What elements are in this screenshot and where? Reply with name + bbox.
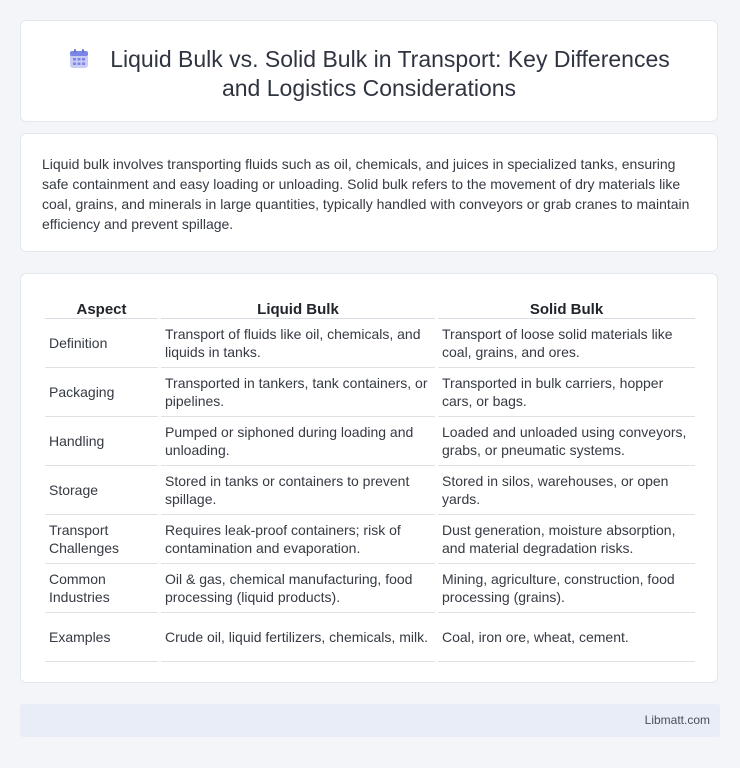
solid-bulk-cell: Coal, iron ore, wheat, cement.: [438, 613, 695, 662]
liquid-bulk-cell: Transport of fluids like oil, chemicals, and liquids in tanks.: [161, 319, 435, 368]
solid-bulk-cell: Loaded and unloaded using conveyors, grabs, or pneumatic systems.: [438, 417, 695, 466]
liquid-bulk-cell: Transported in tankers, tank containers, or pipelines.: [161, 368, 435, 417]
liquid-bulk-cell: Stored in tanks or containers to prevent spillage.: [161, 466, 435, 515]
table-row: [45, 564, 695, 613]
aspect-cell: Transport Challenges: [45, 515, 158, 564]
header-liquid-bulk: Liquid Bulk: [161, 296, 435, 319]
table-row: [45, 613, 695, 662]
calendar-icon: [68, 48, 90, 70]
solid-bulk-cell: Mining, agriculture, construction, food processing (grains).: [438, 564, 695, 613]
aspect-cell: Storage: [45, 466, 158, 515]
table-row: [45, 466, 695, 515]
table-row: [45, 515, 695, 564]
aspect-cell: Definition: [45, 319, 158, 368]
footer-brand-link[interactable]: Libmatt.com: [644, 713, 710, 727]
table-row: [45, 319, 695, 368]
header-aspect: Aspect: [45, 296, 158, 319]
page-title-wrap: [51, 45, 687, 103]
footer-bar: [20, 704, 720, 737]
aspect-cell: Handling: [45, 417, 158, 466]
intro-card: [20, 133, 718, 252]
aspect-cell: Common Industries: [45, 564, 158, 613]
intro-text: Liquid bulk involves transporting fluids such as oil, chemicals, and juices in specialized tanks, ensuring safe containment and easy loading or unloading. Solid bulk refers to the movement of dry materials like coal, grains, and minerals in large quantities, typically handled with conveyors or grab cranes to maintain efficiency and prevent spillage.: [42, 156, 690, 232]
table-row: [45, 368, 695, 417]
page-title: Liquid Bulk vs. Solid Bulk in Transport: Key Differences and Logistics Considerations: [110, 46, 670, 101]
table-row: [45, 417, 695, 466]
title-card: [20, 20, 718, 122]
solid-bulk-cell: Transported in bulk carriers, hopper cars, or bags.: [438, 368, 695, 417]
comparison-table: [42, 296, 698, 662]
liquid-bulk-cell: Oil & gas, chemical manufacturing, food processing (liquid products).: [161, 564, 435, 613]
liquid-bulk-cell: Requires leak-proof containers; risk of contamination and evaporation.: [161, 515, 435, 564]
liquid-bulk-cell: Crude oil, liquid fertilizers, chemicals, milk.: [161, 613, 435, 662]
header-solid-bulk: Solid Bulk: [438, 296, 695, 319]
aspect-cell: Examples: [45, 613, 158, 662]
table-card: [20, 273, 718, 683]
aspect-cell: Packaging: [45, 368, 158, 417]
solid-bulk-cell: Transport of loose solid materials like coal, grains, and ores.: [438, 319, 695, 368]
table-header-row: [45, 296, 695, 319]
liquid-bulk-cell: Pumped or siphoned during loading and unloading.: [161, 417, 435, 466]
solid-bulk-cell: Dust generation, moisture absorption, and material degradation risks.: [438, 515, 695, 564]
solid-bulk-cell: Stored in silos, warehouses, or open yards.: [438, 466, 695, 515]
